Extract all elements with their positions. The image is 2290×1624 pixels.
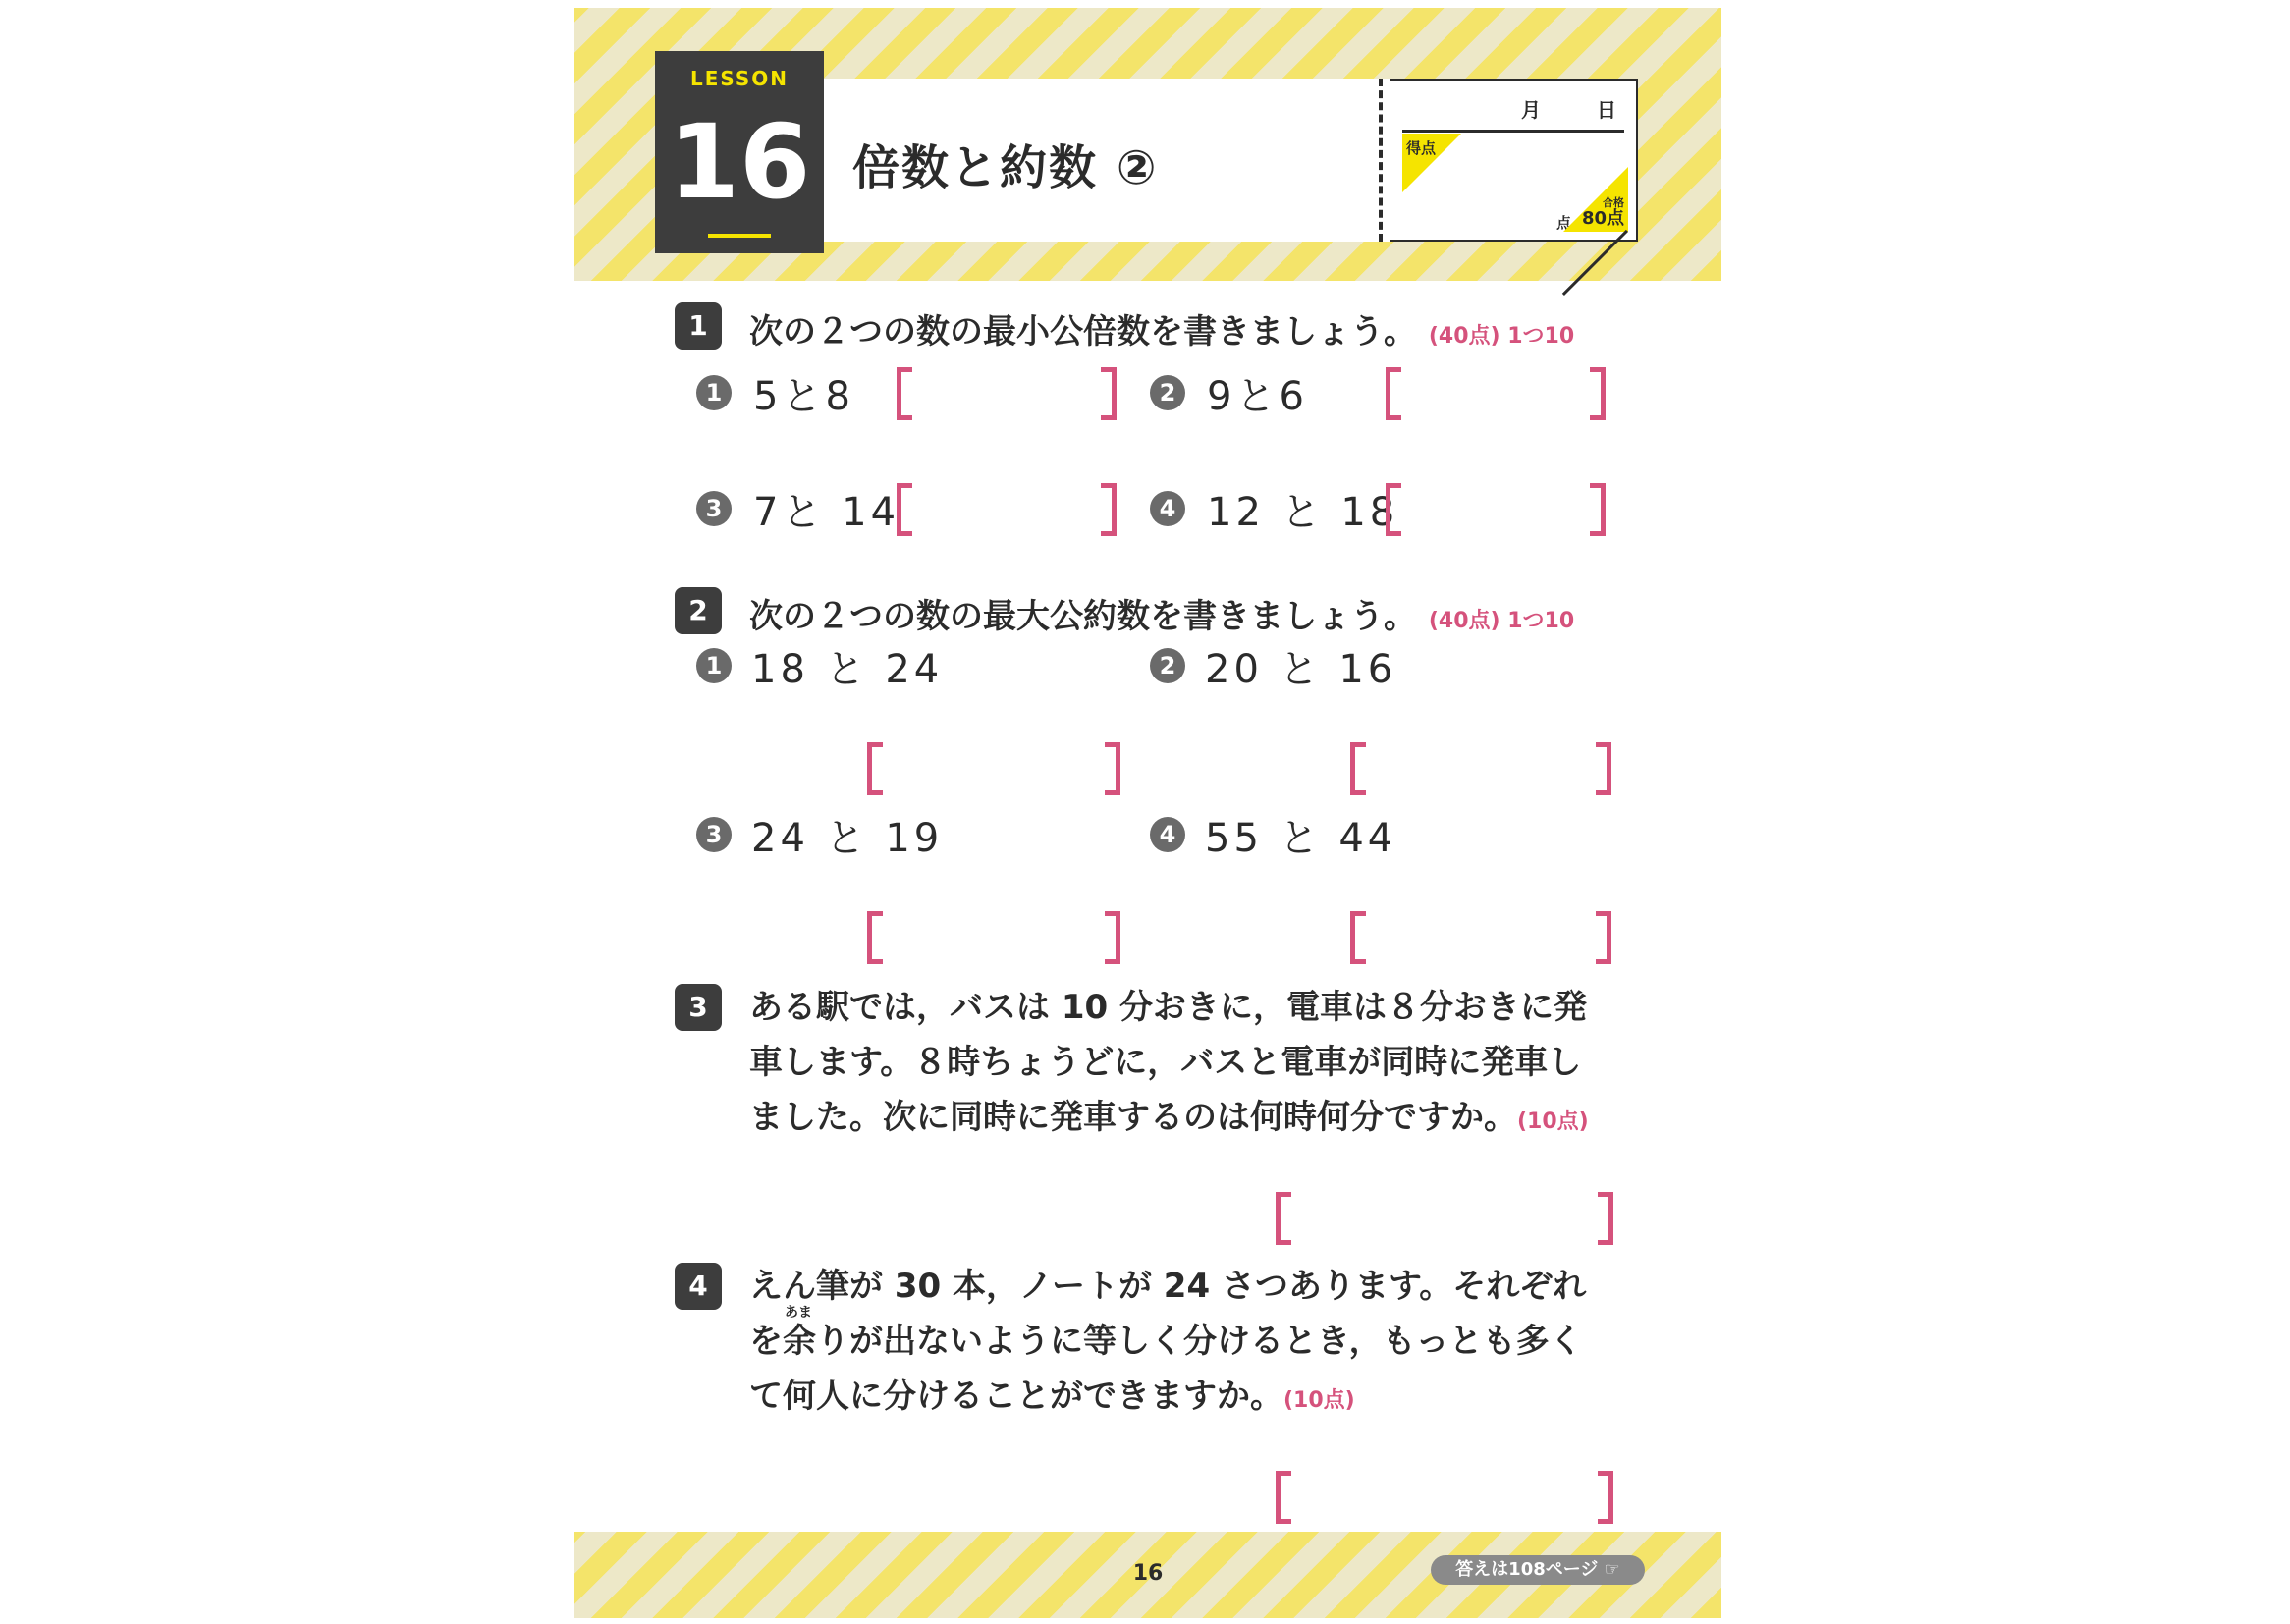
q4-answer-open[interactable] [1276, 1471, 1291, 1524]
month-label: 月 [1521, 98, 1542, 122]
points-unit: 点 [1555, 214, 1571, 232]
q2-item-1-circle: 1 [696, 648, 732, 683]
q2-item-2: 20 と 16 [1205, 647, 1397, 692]
question-4-number: 4 [675, 1263, 722, 1310]
question-4-text [749, 1259, 1633, 1429]
q1-item-4: 12 と 18 [1207, 490, 1399, 535]
lesson-tag [655, 51, 824, 253]
q1-item-3-circle: 3 [696, 491, 732, 526]
q1-answer-2-open[interactable] [1386, 367, 1401, 420]
question-4-points: (10点) [1283, 1388, 1355, 1413]
q3-answer-close[interactable] [1598, 1192, 1613, 1245]
q1-answer-1-open[interactable] [897, 367, 912, 420]
lesson-number: 16 [668, 102, 811, 222]
score-label: 得点 [1406, 139, 1437, 157]
q2-item-2-circle: 2 [1150, 648, 1185, 683]
question-3-points: (10点) [1517, 1110, 1589, 1134]
lesson-underline [708, 234, 771, 238]
question-3-line-3: ました。次に同時に発車するのは何時何分ですか。 [749, 1098, 1517, 1137]
q1-item-1: 5と8 [753, 374, 854, 419]
q1-item-3: 7と 14 [753, 490, 900, 535]
question-4-line-2: を余りが出ないように等しく分けるとき，もっとも多く [749, 1322, 1583, 1361]
question-1-points: (40点) 1つ10 [1428, 324, 1575, 349]
q1-answer-2-close[interactable] [1590, 367, 1606, 420]
question-4-line-1: えん筆が 30 本，ノートが 24 さつあります。それぞれ [749, 1267, 1587, 1306]
question-4-line-3: て何人に分けることができますか。 [749, 1377, 1283, 1416]
q1-answer-4-open[interactable] [1386, 483, 1401, 536]
q2-answer-4-close[interactable] [1596, 911, 1611, 964]
lesson-word: LESSON [689, 67, 790, 90]
q2-item-3-circle: 3 [696, 817, 732, 852]
answer-reference: 答えは108ページ ☞ [1431, 1555, 1645, 1585]
pass-label: 合格 [1603, 196, 1624, 209]
question-3-line-1: ある駅では，バスは 10 分おきに，電車は８分おきに発 [749, 988, 1587, 1027]
score-box [1390, 79, 1638, 242]
question-4-ruby: あま [785, 1305, 812, 1321]
page-number: 16 [1132, 1561, 1164, 1586]
q2-item-4: 55 と 44 [1205, 816, 1397, 861]
question-2-points: (40点) 1つ10 [1428, 609, 1575, 633]
question-3-line-2: 車します。８時ちょうどに，バスと電車が同時に発車し [749, 1043, 1582, 1082]
q1-item-1-circle: 1 [696, 375, 732, 410]
q2-item-3: 24 と 19 [751, 816, 944, 861]
day-label: 日 [1597, 98, 1616, 122]
question-1-text [749, 304, 1574, 352]
question-2-prompt: 次の２つの数の最大公約数を書きましょう。 [749, 597, 1417, 636]
q1-item-4-circle: 4 [1150, 491, 1185, 526]
q2-answer-4-open[interactable] [1350, 911, 1366, 964]
q2-item-1: 18 と 24 [751, 647, 944, 692]
question-2-text [749, 589, 1574, 637]
q4-answer-close[interactable] [1598, 1471, 1613, 1524]
q2-answer-1-close[interactable] [1105, 742, 1120, 795]
title-banner [817, 79, 1638, 242]
q2-answer-2-open[interactable] [1350, 742, 1366, 795]
date-labels [1472, 94, 1616, 123]
workbook-page [574, 8, 1721, 1618]
q1-item-2: 9と6 [1207, 374, 1308, 419]
q3-answer-open[interactable] [1276, 1192, 1291, 1245]
page-title: 倍数と約数 ② [852, 140, 1159, 195]
dashed-divider [1379, 79, 1383, 242]
title-box [817, 79, 1387, 242]
q2-answer-3-close[interactable] [1105, 911, 1120, 964]
q1-answer-3-close[interactable] [1101, 483, 1117, 536]
q2-answer-3-open[interactable] [867, 911, 883, 964]
q2-item-4-circle: 4 [1150, 817, 1185, 852]
question-3-text [749, 980, 1633, 1150]
question-3-number: 3 [675, 984, 722, 1031]
q1-answer-1-close[interactable] [1101, 367, 1117, 420]
question-2-number: 2 [675, 587, 722, 634]
question-1-prompt: 次の２つの数の最小公倍数を書きましょう。 [749, 312, 1417, 352]
q2-answer-1-open[interactable] [867, 742, 883, 795]
question-1-number: 1 [675, 302, 722, 350]
pass-score: 80点 [1581, 208, 1624, 229]
date-line [1402, 130, 1624, 133]
q2-answer-2-close[interactable] [1596, 742, 1611, 795]
q1-answer-4-close[interactable] [1590, 483, 1606, 536]
q1-item-2-circle: 2 [1150, 375, 1185, 410]
q1-answer-3-open[interactable] [897, 483, 912, 536]
